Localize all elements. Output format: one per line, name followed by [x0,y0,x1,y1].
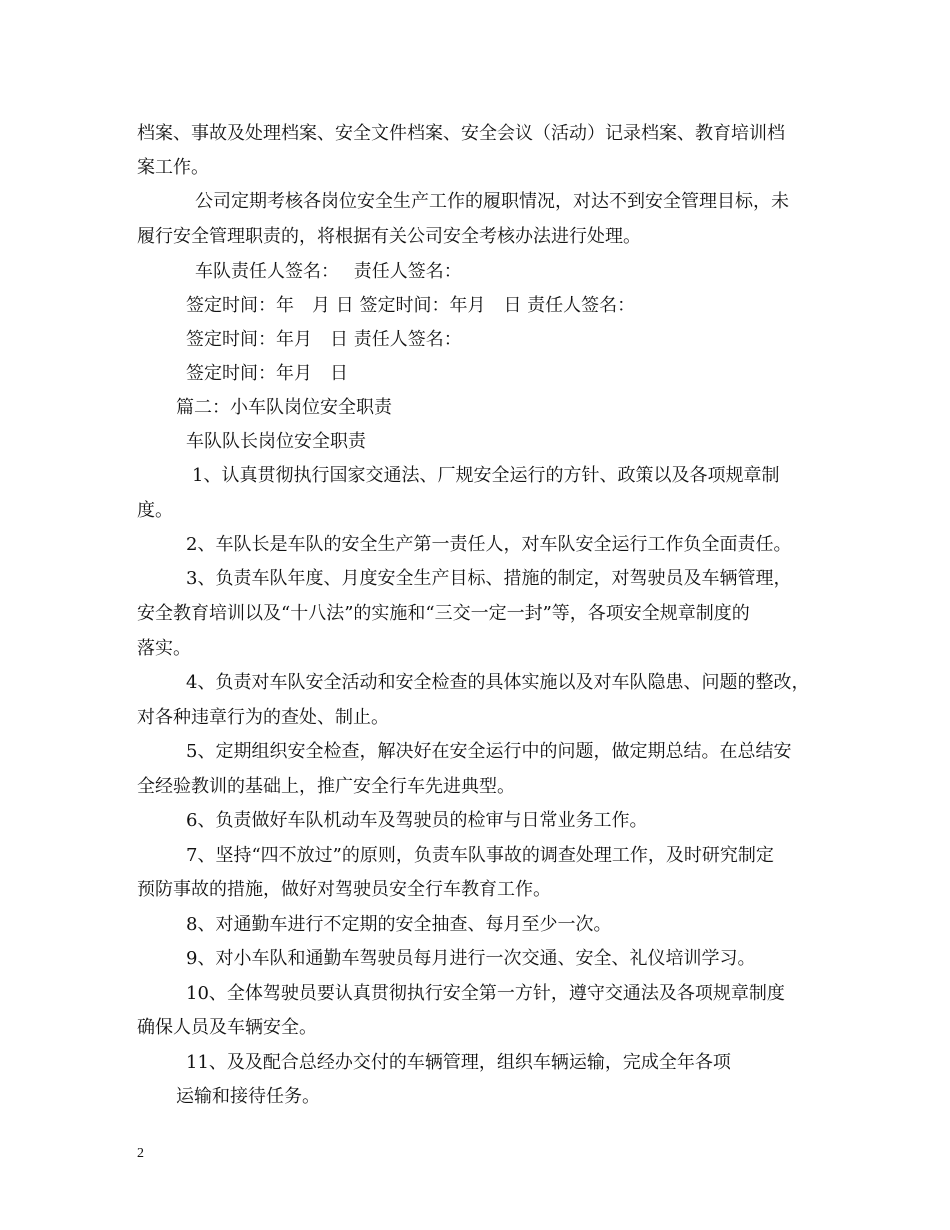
body-line: 运输和接待任务。 [176,1086,320,1107]
body-line: 安全教育培训以及“十八法”的实施和“三交一定一封”等，各项安全规章制度的 [137,603,750,624]
body-line: 2、车队长是车队的安全生产第一责任人，对车队安全运行工作负全面责任。 [186,534,792,555]
signature-line: 车队责任人签名： 责任人签名： [195,261,462,282]
signature-line: 签定时间：年月 日 责任人签名： [186,329,462,350]
body-line: 确保人员及车辆安全。 [137,1017,317,1038]
body-line: 落实。 [137,638,191,659]
body-line: 6、负责做好车队机动车及驾驶员的检审与日常业务工作。 [186,810,648,831]
page-number: 2 [137,1146,144,1161]
section-heading: 篇二：小车队岗位安全职责 [176,397,392,418]
signature-line: 签定时间：年月 日 [186,363,348,384]
body-line: 11、及及配合总经办交付的车辆管理，组织车辆运输，完成全年各项 [186,1052,731,1073]
body-line: 5、定期组织安全检查，解决好在安全运行中的问题，做定期总结。在总结安 [186,741,792,762]
body-line: 全经验教训的基础上，推广安全行车先进典型。 [137,776,515,797]
body-line: 对各种违章行为的查处、制止。 [137,707,389,728]
body-line: 4、负责对车队安全活动和安全检查的具体实施以及对车队隐患、问题的整改， [186,672,810,693]
body-line: 7、坚持“四不放过”的原则，负责车队事故的调查处理工作，及时研究制定 [186,845,774,866]
body-line: 3、负责车队年度、月度安全生产目标、措施的制定，对驾驶员及车辆管理， [186,568,792,589]
body-line: 度。 [137,500,173,521]
body-line: 履行安全管理职责的，将根据有关公司安全考核办法进行处理。 [137,226,641,247]
subsection-heading: 车队队长岗位安全职责 [186,431,366,452]
body-line: 10、全体驾驶员要认真贯彻执行安全第一方针，遵守交通法及各项规章制度 [186,983,785,1004]
body-line: 案工作。 [137,157,209,178]
body-line: 1、认真贯彻执行国家交通法、厂规安全运行的方针、政策以及各项规章制 [192,465,780,486]
signature-line: 签定时间：年 月 日 签定时间：年月 日 责任人签名： [186,295,636,316]
body-line: 预防事故的措施，做好对驾驶员安全行车教育工作。 [137,879,551,900]
body-line: 8、对通勤车进行不定期的安全抽查、每月至少一次。 [186,914,612,935]
body-line: 9、对小车队和通勤车驾驶员每月进行一次交通、安全、礼仪培训学习。 [186,948,756,969]
body-line: 公司定期考核各岗位安全生产工作的履职情况，对达不到安全管理目标，未 [195,191,789,212]
body-line: 档案、事故及处理档案、安全文件档案、安全会议（活动）记录档案、教育培训档 [137,123,785,144]
